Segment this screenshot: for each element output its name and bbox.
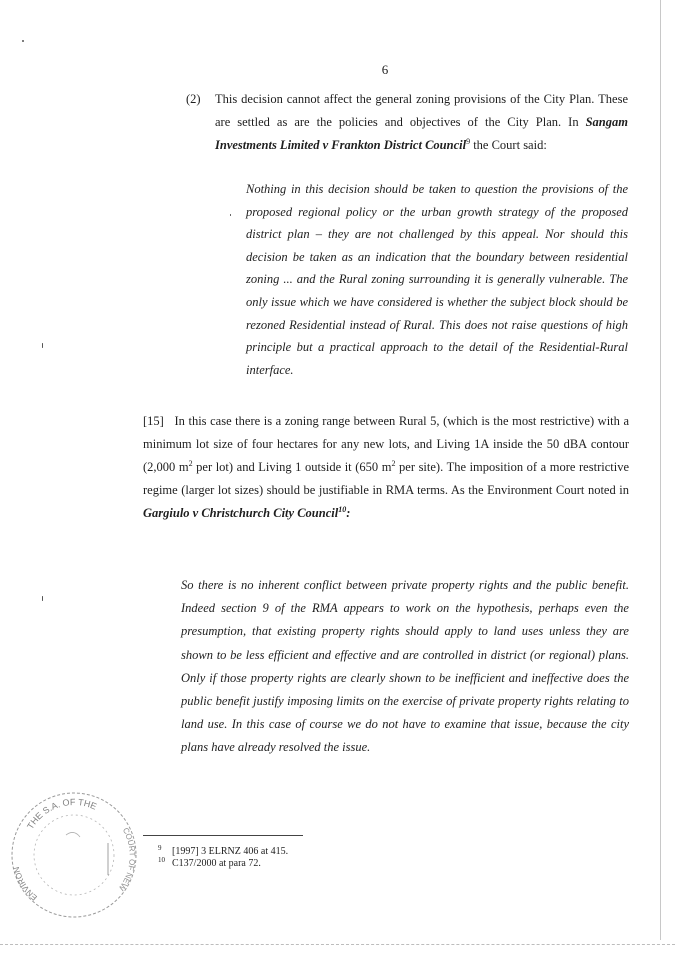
scan-speck xyxy=(230,214,231,216)
svg-text:THE S.A. OF THE xyxy=(25,797,98,831)
seal-text-left: ENVIRON xyxy=(11,865,39,903)
block-quote-2: So there is no inherent conflict between private property rights and the public benefit. Indeed section 9 of the RMA appears to work on the hypothesis, perhaps even the presumption, that existing property rights should apply to land uses unless they are shown to be less efficient and effective and are controlled in district (or regional) plans. Only if those property rights are clearly shown to be inefficient and ineffective does the public benefit justify imposing limits on the exercise of private property rights relating to land use. In this case of course we do not have to examine that issue, because the city plans have already resolved the issue. xyxy=(181,578,629,755)
footnotes xyxy=(158,844,289,870)
footnote-reference: 9 xyxy=(466,136,471,146)
paragraph-text-part: the Court said: xyxy=(470,137,547,152)
paragraph-2 xyxy=(186,88,628,156)
footnote-mark: 10 xyxy=(158,856,165,864)
seal-text-top: THE S.A. OF THE xyxy=(25,796,99,831)
svg-text:COURT OF NEW xyxy=(117,826,137,892)
footnote-reference: 10 xyxy=(338,504,347,514)
paragraph-text-part: : xyxy=(346,506,351,520)
paragraph-text xyxy=(215,88,628,156)
scan-speck xyxy=(42,343,43,348)
paragraph-text-part: In this case there is a zoning range between Rural 5, (which is the most restrictive) with a minimum lot size of four hectares for any new lots, and Living 1A inside the 50 dBA contour (2,000 m xyxy=(143,414,629,474)
superscript: 2 xyxy=(391,458,396,468)
seal-text-right: COURT OF NEW xyxy=(116,826,137,893)
footnote-rule xyxy=(143,835,303,836)
paragraph-15 xyxy=(143,410,629,525)
superscript: 2 xyxy=(188,458,193,468)
scan-speck xyxy=(22,40,24,42)
case-citation: Gargiulo v Christchurch City Council xyxy=(143,506,339,520)
footnote-text: [1997] 3 ELRNZ 406 at 415. xyxy=(172,846,289,857)
page-number: 6 xyxy=(381,62,389,77)
footnote-item xyxy=(158,844,289,858)
court-seal-stamp xyxy=(4,783,144,923)
footnote-mark: 9 xyxy=(158,844,162,852)
footnote-text: C137/2000 at para 72. xyxy=(172,858,261,869)
scan-speck xyxy=(42,596,43,601)
case-citation: Sangam Investments Limited v Frankton District Council xyxy=(215,114,628,152)
bottom-rule xyxy=(0,944,675,946)
footnote-item xyxy=(158,856,288,870)
paragraph-text-part: This decision cannot affect the general zoning provisions of the City Plan. These are settled as are the policies and objectives of the City Plan. In xyxy=(215,92,628,129)
block-quote-1: Nothing in this decision should be taken to question the provisions of the proposed regional policy or the urban growth strategy of the proposed district plan – they are not challenged by this appeal. Nor should this decision be taken as an indication that the boundary between residential zoning ... and the Rural zoning surrounding it is generally vulnerable. The only issue which we have considered is whether the subject block should be rezoned Residential instead of Rural. This does not raise questions of high principle but a practical approach to the detail of the Residential-Rural interface. xyxy=(246,182,628,377)
paragraph-number: [15] xyxy=(143,414,164,428)
paragraph-text-part: per site). The imposition of a more restrictive regime (larger lot sizes) should be justifiable in RMA terms. As the Environment Court noted in xyxy=(143,460,629,497)
svg-text:ENVIRON xyxy=(12,866,39,902)
paragraph-text-part: per lot) and Living 1 outside it (650 m xyxy=(192,460,392,474)
page-edge xyxy=(660,0,661,940)
paragraph-number: (2) xyxy=(186,92,201,106)
